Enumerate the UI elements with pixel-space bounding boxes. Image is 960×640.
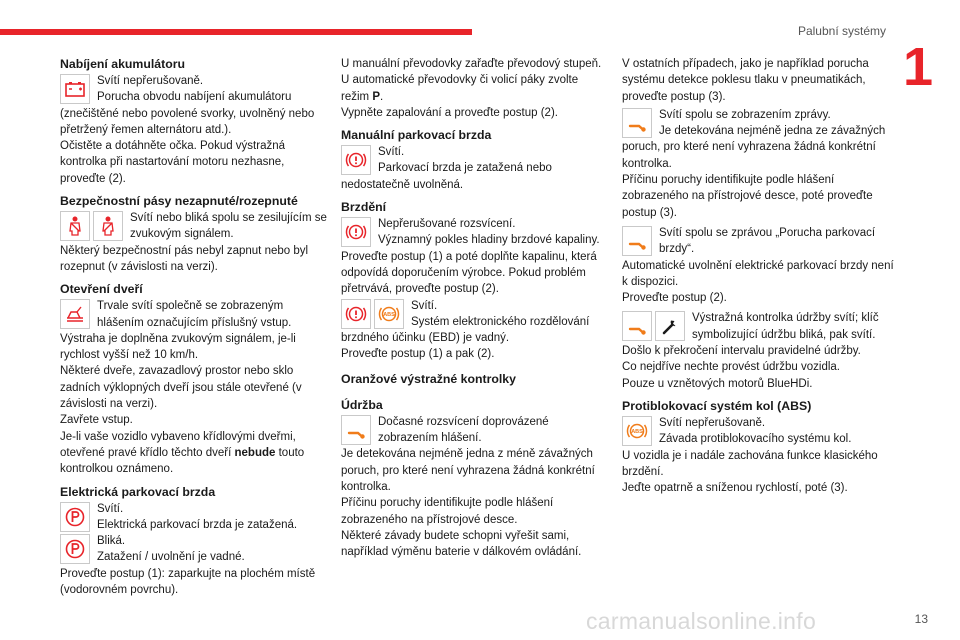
- section-braking: Brzdění Nepřerušované rozsvícení. Významný pokles hladiny brzdové kapaliny. Proveďte postup (1) a poté doplňte kapalinu, která odpovídá doporučením výrobce. Pokud problém přetrvává, proveďte postup (2). ABS Svítí. Systém elektronického rozdělování brzdného účinku (EBD) je vadný. Proveďte postup (1) a pak (2).: [341, 199, 603, 363]
- chapter-number: 1: [903, 37, 934, 97]
- brake-warning-icon: [341, 145, 371, 175]
- section-battery-charging: Nabíjení akumulátoru Svítí nepřerušovaně. Porucha obvodu nabíjení akumulátoru (znečištěné nebo povolené svorky, uvolněný nebo přetržený řemen alternátoru atd.). Očistěte a dotáhněte očka. Pokud výstražná kontrolka při nastartování motoru nezhasne, proveďte (2).: [60, 56, 332, 187]
- svg-text:ABS: ABS: [383, 311, 395, 318]
- section-title: Protiblokovací systém kol (ABS): [622, 398, 812, 413]
- column-1: [60, 56, 332, 602]
- section-title: Údržba: [341, 397, 383, 412]
- header-accent-bar: [0, 29, 472, 35]
- column-2: [341, 56, 603, 564]
- section-title: Manuální parkovací brzda: [341, 128, 492, 143]
- section-title: Brzdění: [341, 200, 387, 215]
- battery-icon: [60, 74, 90, 104]
- section-parking-brake-fault: Svítí spolu se zprávou „Porucha parkovací brzdy“. Automatické uvolnění elektrické parkovací brzdy není k dispozici. Proveďte postup (2).: [622, 226, 894, 305]
- seatbelt-front-icon: [93, 211, 123, 241]
- section-intro: U manuální převodovky zařaďte převodový stupeň. U automatické převodovky či volicí páky zvolte režim P. Vypněte zapalování a proveďte postup (2).: [341, 58, 602, 119]
- ebd-row: ABS Svítí. Systém elektronického rozdělování brzdného účinku (EBD) je vadný. Proveďte postup (1) a pak (2).: [341, 299, 590, 361]
- orange-warnings-heading: Oranžové výstražné kontrolky: [341, 371, 516, 386]
- page-number: 13: [914, 612, 928, 626]
- seatbelt-icon: [60, 211, 90, 241]
- wrench-icon: [622, 226, 652, 256]
- chapter-title: Palubní systémy: [797, 24, 886, 38]
- section-major-fault: Svítí spolu se zobrazením zprávy. Je detekována nejméně jedna ze závažných poruch, pro které není vyhrazena žádná konkrétní kontrolka. Příčinu poruchy identifikujte podle hlášení zobrazeného na přístrojové desce, poté proveďte postup (3).: [622, 108, 886, 219]
- wrench-icon: [622, 108, 652, 138]
- section-electric-parking-brake: Elektrická parkovací brzda Svítí. Elektrická parkovací brzda je zatažená. Bliká. Zatažení / uvolnění je vadné. Proveďte postup (1): zaparkujte na plochém místě (vodorovném povrchu).: [60, 484, 332, 599]
- section-service-interval: Výstražná kontrolka údržby svítí; klíč symbolizující údržbu bliká, pak svítí. Došlo k překročení intervalu pravidelné údržby. Co nejdříve nechte provést údržbu vozidla. Pouze u vznětových motorů BlueHDi.: [622, 312, 879, 390]
- section-title: Nabíjení akumulátoru: [60, 57, 186, 71]
- section-doors: Otevření dveří Trvale svítí společně se zobrazeným hlášením označujícím příslušný vstup. Výstraha je doplněna zvukovým signálem, je-li rychlost vyšší než 10 km/h. Některé dveře, zavazadlový prostor nebo sklo zadních výklopných dveří jsou stále otevřené (v závislosti na verzi). Zavřete vstup. Je-li vaše vozidlo vybaveno křídlovými dveřmi, otevřené pravé křídlo těchto dveří nebude touto kontrolkou oznámeno.: [60, 281, 332, 477]
- intro-text: V ostatních případech, jako je například porucha systému detekce poklesu tlaku v pneumatikách, proveďte postup (3).: [622, 58, 869, 103]
- parking-brake-icon: [60, 534, 90, 564]
- section-title: Bezpečnostní pásy nezapnuté/rozepnuté: [60, 194, 298, 209]
- door-open-icon: [60, 299, 90, 329]
- section-seat-belts: Bezpečnostní pásy nezapnuté/rozepnuté Svítí nebo bliká spolu se zesilujícím se zvukovým signálem. Některý bezpečnostní pás nebyl zapnut nebo byl rozepnut (v závislosti na verzi).: [60, 193, 332, 275]
- svg-text:ABS: ABS: [631, 429, 643, 436]
- epb-on-row: Svítí. Elektrická parkovací brzda je zatažená.: [60, 501, 332, 534]
- section-abs: Protiblokovací systém kol (ABS) ABS Svítí nepřerušovaně. Závada protiblokovacího systému kol. U vozidla je i nadále zachována funkce klasického brzdění. Jeďte opatrně a sníženou rychlostí, poté (3).: [622, 398, 894, 496]
- wrench-icon: [622, 311, 652, 341]
- section-title: Elektrická parkovací brzda: [60, 484, 216, 499]
- abs-icon: [374, 299, 404, 329]
- section-manual-parking-brake: Manuální parkovací brzda Svítí. Parkovací brzda je zatažená nebo nedostatečně uvolněná.: [341, 127, 603, 193]
- parking-brake-icon: [60, 502, 90, 532]
- brake-warning-icon: [341, 299, 371, 329]
- spanner-icon: [655, 311, 685, 341]
- column-3: [622, 56, 894, 500]
- epb-blink-row: Bliká. Zatažení / uvolnění je vadné.: [60, 533, 332, 566]
- watermark: carmanualsonline.info: [586, 608, 817, 634]
- brake-warning-icon: [341, 217, 371, 247]
- warning-icons: [60, 74, 93, 104]
- wrench-icon: [341, 415, 371, 445]
- section-service: Údržba Dočasné rozsvícení doprovázené zobrazením hlášení. Je detekována nejméně jedna z méně závažných poruch, pro které není vyhrazena žádná konkrétní kontrolka. Příčinu poruchy identifikujte podle hlášení zobrazeného na přístrojové desce. Některé závady budete schopni vyřešit sami, například výměnu baterie v dálkovém ovládání.: [341, 397, 603, 561]
- abs-icon: [622, 416, 652, 446]
- section-title: Otevření dveří: [60, 282, 143, 297]
